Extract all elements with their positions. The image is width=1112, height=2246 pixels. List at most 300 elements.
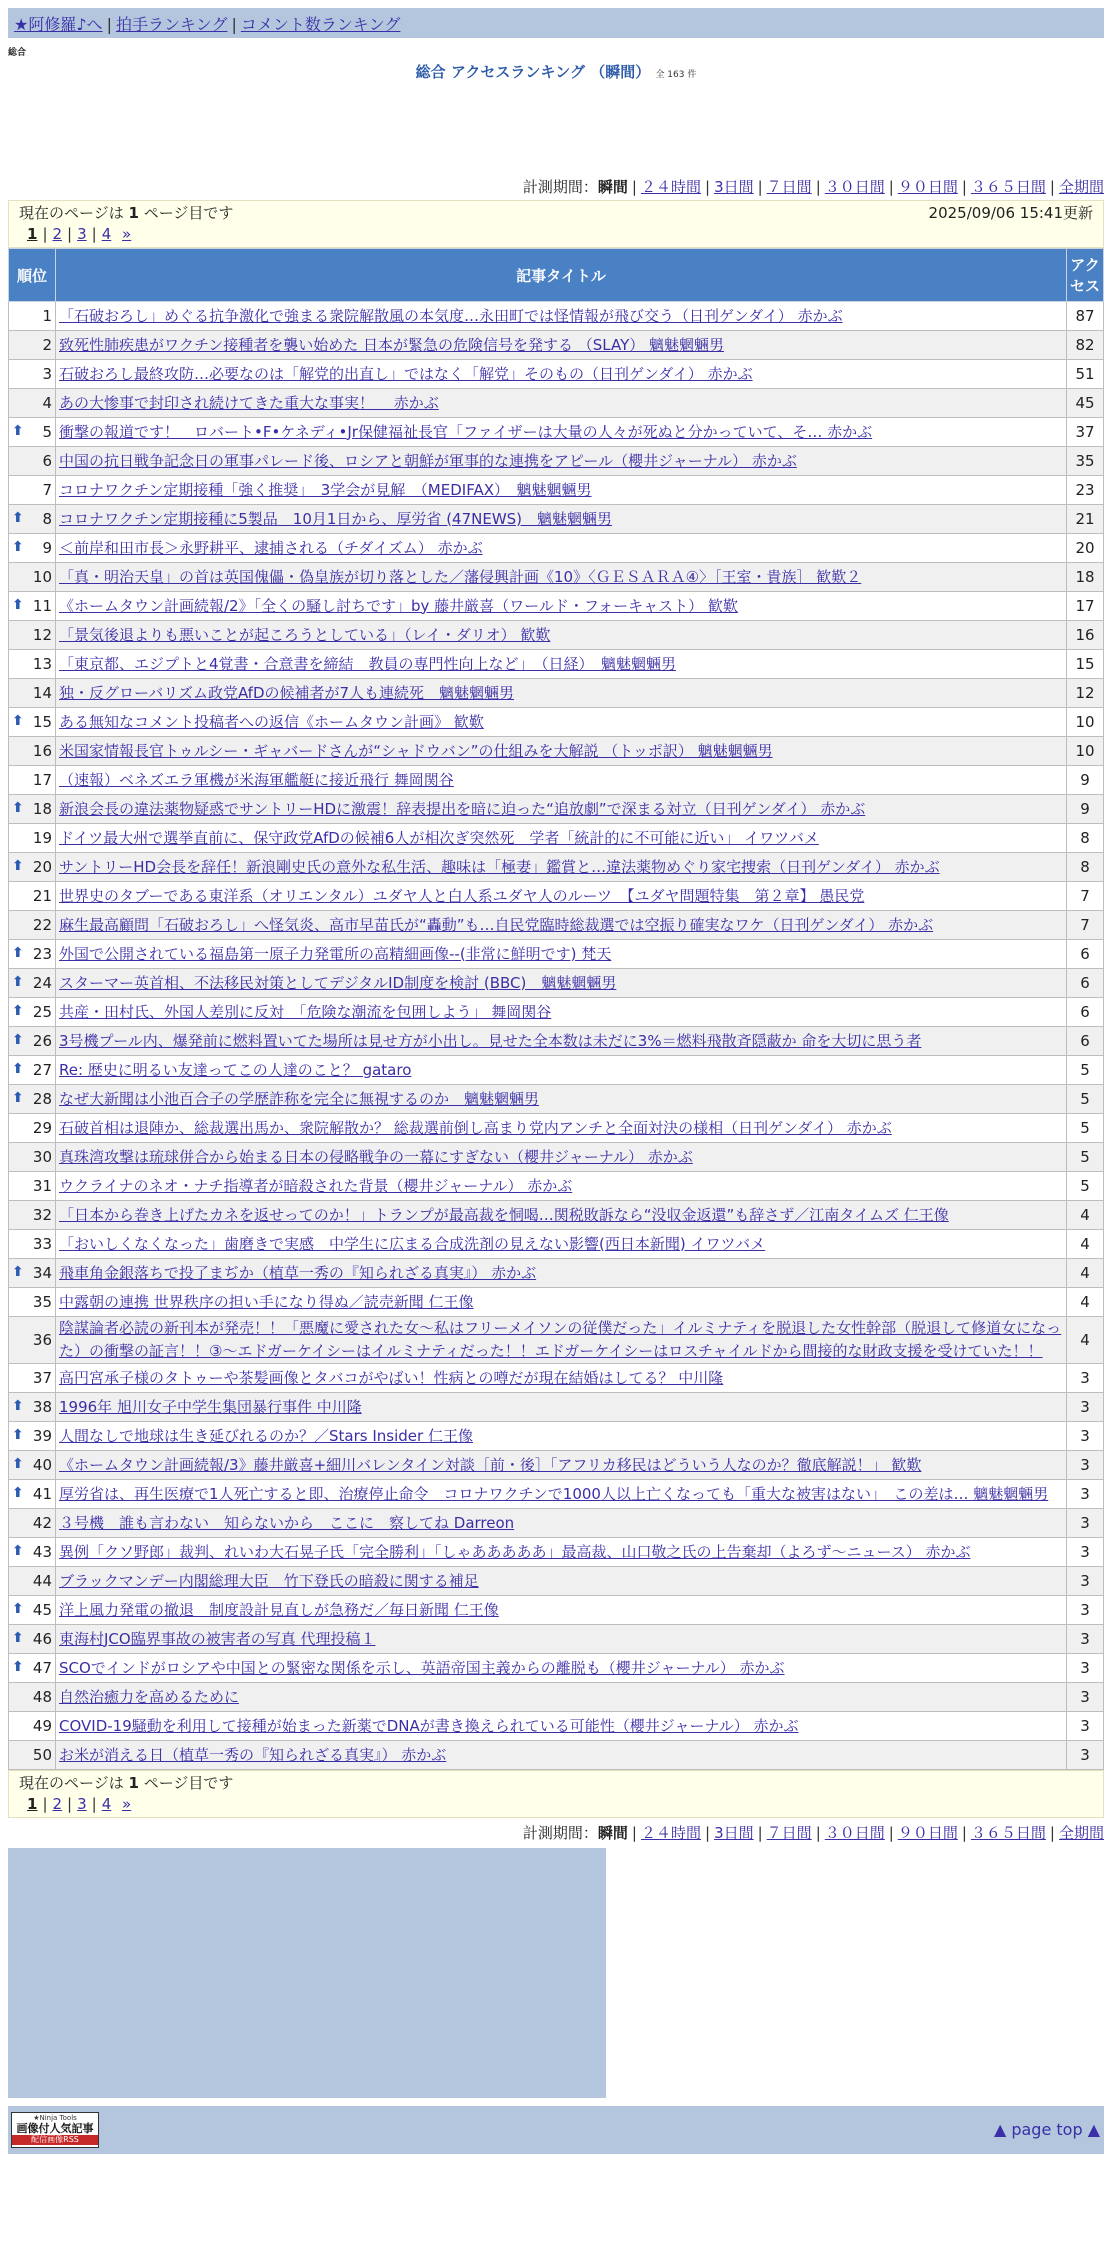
access-count: 16 <box>1067 621 1104 650</box>
rank-number: 34 <box>32 1264 52 1282</box>
period-link[interactable]: 3日間 <box>714 178 754 196</box>
rank-cell <box>9 650 56 679</box>
nav-separator: | <box>231 15 237 34</box>
col-access-header: アクセス <box>1067 249 1104 302</box>
table-row <box>9 650 1104 679</box>
rank-number: 33 <box>32 1235 52 1253</box>
table-row <box>9 1509 1104 1538</box>
access-count: 10 <box>1067 708 1104 737</box>
rank-number: 22 <box>32 916 52 934</box>
title-cell <box>56 1027 1067 1056</box>
access-count: 8 <box>1067 824 1104 853</box>
title-cell <box>56 998 1067 1027</box>
article-link[interactable]: 高円宮承子様のタトゥーや茶髪画像とタバコがやばい！性病との噂だが現在結婚はしてる？ 中川隆 <box>59 1368 724 1387</box>
access-count: 35 <box>1067 447 1104 476</box>
pagination-link[interactable]: 4 <box>101 1795 112 1813</box>
access-count: 21 <box>1067 505 1104 534</box>
article-link[interactable]: お米が消える日（植草一秀の『知られざる真実』） 赤かぶ <box>59 1745 447 1764</box>
table-row <box>9 1480 1104 1509</box>
table-row <box>9 1393 1104 1422</box>
access-count: 20 <box>1067 534 1104 563</box>
article-link[interactable]: ある無知なコメント投稿者への返信《ホームタウン計画》 歓歎 <box>59 712 484 731</box>
pagination-separator: | <box>91 225 97 243</box>
col-rank-header: 順位 <box>9 249 56 302</box>
access-count: 3 <box>1067 1509 1104 1538</box>
title-cell <box>56 1364 1067 1393</box>
table-row <box>9 1027 1104 1056</box>
access-count: 4 <box>1067 1317 1104 1364</box>
period-link[interactable]: ７日間 <box>766 178 812 196</box>
period-separator: | <box>815 1824 821 1842</box>
rank-cell <box>9 1741 56 1770</box>
rank-up-arrow-icon: ⬆ <box>12 1003 24 1019</box>
article-link[interactable]: 自然治癒力を高めるために <box>59 1687 240 1706</box>
table-row <box>9 1143 1104 1172</box>
article-link[interactable]: 《ホームタウン計画続報/2》「全くの騒し討ちです」by 藤井厳喜（ワールド・フォーキャスト） 歓歎 <box>59 596 738 615</box>
rank-cell <box>9 1085 56 1114</box>
period-link[interactable]: ３６５日間 <box>970 1824 1046 1842</box>
access-count: 6 <box>1067 969 1104 998</box>
table-row <box>9 882 1104 911</box>
table-row <box>9 911 1104 940</box>
rank-cell <box>9 1480 56 1509</box>
rank-up-arrow-icon: ⬆ <box>12 1543 24 1559</box>
title-cell <box>56 737 1067 766</box>
rank-up-arrow-icon: ⬆ <box>12 1427 24 1443</box>
pagination-current: 1 <box>27 1795 38 1813</box>
period-separator: | <box>631 178 637 196</box>
period-separator: | <box>705 178 711 196</box>
article-link[interactable]: ウクライナのネオ・ナチ指導者が暗殺された背景（櫻井ジャーナル） 赤かぶ <box>59 1176 573 1195</box>
access-count: 10 <box>1067 737 1104 766</box>
rank-number: 40 <box>32 1456 52 1474</box>
rank-number: 50 <box>32 1746 52 1764</box>
rank-up-arrow-icon: ⬆ <box>12 1032 24 1048</box>
rank-number: 5 <box>42 423 52 441</box>
period-separator: | <box>888 1824 894 1842</box>
rank-number: 39 <box>32 1427 52 1445</box>
current-page-number: 1 <box>128 1774 139 1792</box>
access-count: 4 <box>1067 1259 1104 1288</box>
table-row <box>9 1654 1104 1683</box>
table-row <box>9 563 1104 592</box>
title-cell <box>56 331 1067 360</box>
article-link[interactable]: コロナワクチン定期接種に5製品 10月1日から、厚労省 (47NEWS) 魑魅魍魎男 <box>59 509 613 528</box>
access-count: 9 <box>1067 795 1104 824</box>
pagination-current: 1 <box>27 225 38 243</box>
article-link[interactable]: 共産・田村氏、外国人差別に反対 「危険な潮流を包囲しよう」 舞岡関谷 <box>59 1002 552 1021</box>
rank-cell <box>9 1288 56 1317</box>
article-link[interactable]: 1996年 旭川女子中学生集団暴行事件 中川隆 <box>59 1397 362 1416</box>
rank-cell <box>9 1172 56 1201</box>
title-cell <box>56 621 1067 650</box>
title-cell <box>56 447 1067 476</box>
rank-cell <box>9 1393 56 1422</box>
pagination-link[interactable]: 2 <box>52 1795 63 1813</box>
rank-number: 19 <box>32 829 52 847</box>
rank-number: 16 <box>32 742 52 760</box>
access-count: 3 <box>1067 1741 1104 1770</box>
period-separator: | <box>888 178 894 196</box>
period-separator: | <box>1049 178 1055 196</box>
table-row <box>9 1056 1104 1085</box>
category-label: 総合 <box>8 48 27 58</box>
rank-number: 46 <box>32 1630 52 1648</box>
article-link[interactable]: 致死性肺疾患がワクチン接種者を襲い始めた 日本が緊急の危険信号を発する （SLAY） 魑魅魍魎男 <box>59 335 725 354</box>
rank-cell <box>9 737 56 766</box>
rank-cell <box>9 563 56 592</box>
access-count: 3 <box>1067 1393 1104 1422</box>
rank-cell <box>9 1654 56 1683</box>
rank-number: 32 <box>32 1206 52 1224</box>
rank-number: 10 <box>32 568 52 586</box>
period-link[interactable]: ３０日間 <box>824 1824 885 1842</box>
title-cell <box>56 1114 1067 1143</box>
rank-number: 27 <box>32 1061 52 1079</box>
access-count: 3 <box>1067 1567 1104 1596</box>
title-cell <box>56 360 1067 389</box>
title-cell <box>56 940 1067 969</box>
rank-up-arrow-icon: ⬆ <box>12 423 24 439</box>
rank-number: 18 <box>32 800 52 818</box>
table-row <box>9 679 1104 708</box>
period-link[interactable]: ３０日間 <box>824 178 885 196</box>
rank-cell <box>9 1143 56 1172</box>
rank-number: 42 <box>32 1514 52 1532</box>
article-link[interactable]: 異例「クソ野郎」裁判、れいわ大石晃子氏「完全勝利」「しゃあああああ」最高裁、山口敬之氏の上告棄却（よろず～ニュース） 赤かぶ <box>59 1542 971 1561</box>
table-row <box>9 1625 1104 1654</box>
article-link[interactable]: 陰謀論者必読の新刊本が発売！！「悪魔に愛された女～私はフリーメイソンの従僕だった」イルミナティを脱退した女性幹部（脱退して修道女になった）の衝撃の証言！！③～エドガーケイシーはイルミナティだった！！エドガーケイシーはロスチャイルドから間接的な財政支援を受けていた！！ <box>59 1319 1062 1360</box>
period-link[interactable]: 全期間 <box>1058 1824 1104 1842</box>
page-title <box>0 61 1112 82</box>
period-separator: | <box>961 178 967 196</box>
rank-cell <box>9 998 56 1027</box>
access-count: 3 <box>1067 1480 1104 1509</box>
page-title-text: 総合 アクセスランキング （瞬間） <box>415 63 651 81</box>
current-page-text <box>19 203 233 223</box>
access-count: 6 <box>1067 1027 1104 1056</box>
current-page-prefix: 現在のページは <box>19 1774 124 1792</box>
access-count: 3 <box>1067 1364 1104 1393</box>
rank-number: 41 <box>32 1485 52 1503</box>
rank-cell <box>9 1364 56 1393</box>
col-title-header: 記事タイトル <box>56 249 1067 302</box>
table-row <box>9 1364 1104 1393</box>
rank-number: 21 <box>32 887 52 905</box>
article-link[interactable]: ＜前岸和田市長＞永野耕平、逮捕される（チダイズム） 赤かぶ <box>59 538 483 557</box>
article-link[interactable]: 中国の抗日戦争記念日の軍事パレード後、ロシアと朝鮮が軍事的な連携をアピール（櫻井ジャーナル） 赤かぶ <box>59 451 797 470</box>
rank-cell <box>9 1201 56 1230</box>
access-count: 82 <box>1067 331 1104 360</box>
article-link[interactable]: 石破首相は退陣か、総裁選出馬か、衆院解散か？ 総裁選前倒し高まり党内アンチと全面対決の様相（日刊ゲンダイ） 赤かぶ <box>59 1118 892 1137</box>
access-count: 51 <box>1067 360 1104 389</box>
title-cell <box>56 1259 1067 1288</box>
rank-cell <box>9 389 56 418</box>
ranking-table <box>8 248 1104 1770</box>
table-header-row <box>9 249 1104 302</box>
rank-up-arrow-icon: ⬆ <box>12 1485 24 1501</box>
access-count: 87 <box>1067 302 1104 331</box>
table-row <box>9 998 1104 1027</box>
rank-number: 9 <box>42 539 52 557</box>
rank-cell <box>9 360 56 389</box>
article-link[interactable]: 3号機プール内、爆発前に燃料置いてた場所は見せ方が小出し。見せた全本数は未だに3%＝燃料飛散斉隠蔽か 命を大切に思う者 <box>59 1031 922 1050</box>
rank-up-arrow-icon: ⬆ <box>12 858 24 874</box>
article-link[interactable]: 飛車角金銀落ちで投了まぢか（植草一秀の『知られざる真実』） 赤かぶ <box>59 1263 537 1282</box>
article-link[interactable]: 独・反グローバリズム政党AfDの候補者が7人も連続死 魑魅魍魎男 <box>59 683 515 702</box>
table-row <box>9 737 1104 766</box>
rank-number: 14 <box>32 684 52 702</box>
table-row <box>9 1288 1104 1317</box>
table-row <box>9 795 1104 824</box>
access-count: 5 <box>1067 1085 1104 1114</box>
top-nav-bar <box>8 8 1104 38</box>
title-cell <box>56 766 1067 795</box>
rank-cell <box>9 1538 56 1567</box>
pagination-separator: | <box>67 225 73 243</box>
title-cell <box>56 1422 1067 1451</box>
article-link[interactable]: 「おいしくなくなった」歯磨きで実感 中学生に広まる合成洗剤の見えない影響(西日本新聞) イワツバメ <box>59 1234 766 1253</box>
article-link[interactable]: コロナワクチン定期接種「強く推奨」 3学会が見解 （MEDIFAX） 魑魅魍魎男 <box>59 480 592 499</box>
article-link[interactable]: Re: 歴史に明るい友達ってこの人達のこと？ gataro <box>59 1060 412 1079</box>
article-link[interactable]: 麻生最高顧問「石破おろし」へ怪気炎、高市早苗氏が“轟動”も…自民党臨時総裁選では空振り確実なワケ（日刊ゲンダイ） 赤かぶ <box>59 915 934 934</box>
title-cell <box>56 1230 1067 1259</box>
period-current: 瞬間 <box>597 1824 628 1842</box>
access-count: 3 <box>1067 1683 1104 1712</box>
period-separator: | <box>1049 1824 1055 1842</box>
table-row <box>9 592 1104 621</box>
rank-number: 17 <box>32 771 52 789</box>
period-link[interactable]: ２４時間 <box>640 1824 701 1842</box>
article-link[interactable]: （速報）ベネズエラ軍機が米海軍艦艇に接近飛行 舞岡関谷 <box>59 770 454 789</box>
article-link[interactable]: 洋上風力発電の撤退 制度設計見直しが急務だ／毎日新聞 仁王像 <box>59 1600 499 1619</box>
article-link[interactable]: スターマー英首相、不法移民対策としてデジタルID制度を検討 (BBC) 魑魅魍魎男 <box>59 973 617 992</box>
article-link[interactable]: サントリーHD会長を辞任！新浪剛史氏の意外な私生活、趣味は「極妻」鑑賞と…違法薬物めぐり家宅捜索（日刊ゲンダイ） 赤かぶ <box>59 857 940 876</box>
title-cell <box>56 302 1067 331</box>
period-separator: | <box>705 1824 711 1842</box>
rank-up-arrow-icon: ⬆ <box>12 597 24 613</box>
rank-cell <box>9 853 56 882</box>
period-separator: | <box>757 1824 763 1842</box>
title-cell <box>56 418 1067 447</box>
rank-cell <box>9 534 56 563</box>
rank-number: 4 <box>42 394 52 412</box>
ninja-tools-logo[interactable] <box>11 2112 99 2148</box>
rank-cell <box>9 911 56 940</box>
access-count: 37 <box>1067 418 1104 447</box>
rank-number: 3 <box>42 365 52 383</box>
rank-number: 12 <box>32 626 52 644</box>
article-link[interactable]: 「日本から巻き上げたカネを返せってのか！」トランプが最高裁を恫喝…関税敗訴なら“没収金返還”も辞さず／江南タイムズ 仁王像 <box>59 1205 949 1224</box>
title-cell <box>56 389 1067 418</box>
rank-cell <box>9 679 56 708</box>
rank-up-arrow-icon: ⬆ <box>12 539 24 555</box>
article-link[interactable]: 中露朝の連携 世界秩序の担い手になり得ぬ／読売新聞 仁王像 <box>59 1292 474 1311</box>
table-row <box>9 1451 1104 1480</box>
pagination-link[interactable]: 3 <box>77 225 87 243</box>
period-link[interactable]: ９０日間 <box>897 178 958 196</box>
table-row <box>9 1567 1104 1596</box>
table-row <box>9 418 1104 447</box>
period-link[interactable]: ３６５日間 <box>970 178 1046 196</box>
logo-line1: ★Ninja Tools <box>33 2114 77 2122</box>
rank-up-arrow-icon: ⬆ <box>12 800 24 816</box>
rank-number: 43 <box>32 1543 52 1561</box>
article-link[interactable]: SCOでインドがロシアや中国との緊密な関係を示し、英語帝国主義からの離脱も（櫻井ジャーナル） 赤かぶ <box>59 1658 785 1677</box>
table-row <box>9 447 1104 476</box>
pagination-link[interactable]: 2 <box>52 225 63 243</box>
access-count: 7 <box>1067 882 1104 911</box>
article-link[interactable]: 「景気後退よりも悪いことが起ころうとしている」（レイ・ダリオ） 歓歎 <box>59 625 551 644</box>
title-cell <box>56 1538 1067 1567</box>
article-link[interactable]: 「東京都、エジプトと4覚書・合意書を締結 教員の専門性向上など」 （日経） 魑魅魍魎男 <box>59 654 677 673</box>
updated-timestamp: 2025/09/06 15:41更新 <box>928 204 1093 222</box>
rank-cell <box>9 447 56 476</box>
article-link[interactable]: 「真・明治天皇」の首は英国傀儡・偽皇族が切り落とした／藩侵興計画《10》〈ＧＥＳＡＲＡ④〉［王室・貴族］ 歓歎２ <box>59 567 862 586</box>
article-link[interactable]: 厚労省は、再生医療で1人死亡すると即、治療停止命令 コロナワクチンで1000人以上亡くなっても「重大な被害はない」 この差は… 魑魅魍魎男 <box>59 1484 1049 1503</box>
clap-ranking-link[interactable]: 拍手ランキング <box>115 15 228 34</box>
access-count: 3 <box>1067 1654 1104 1683</box>
period-link[interactable]: 3日間 <box>714 1824 754 1842</box>
period-link[interactable]: ９０日間 <box>897 1824 958 1842</box>
rank-number: 29 <box>32 1119 52 1137</box>
access-count: 3 <box>1067 1422 1104 1451</box>
article-link[interactable]: 衝撃の報道です！ ロバート•F•ケネディ•Jr保健福祉長官「ファイザーは大量の人々が死ぬと分かっていて、そ… 赤かぶ <box>59 422 873 441</box>
table-row <box>9 1741 1104 1770</box>
rank-cell <box>9 1625 56 1654</box>
access-count: 9 <box>1067 766 1104 795</box>
period-label: 計測期間： <box>522 1824 598 1842</box>
pagination-next[interactable]: » <box>122 225 132 243</box>
rank-up-arrow-icon: ⬆ <box>12 1398 24 1414</box>
ad-placeholder <box>8 1848 606 2098</box>
table-row <box>9 766 1104 795</box>
article-link[interactable]: 「石破おろし」めぐる抗争激化で強まる衆院解散風の本気度…永田町では怪情報が飛び交う（日刊ゲンダイ） 赤かぶ <box>59 306 843 325</box>
rank-number: 45 <box>32 1601 52 1619</box>
rank-number: 25 <box>32 1003 52 1021</box>
article-link[interactable]: 東海村JCO臨界事故の被害者の写真 代理投稿１ <box>59 1629 376 1648</box>
rank-number: 28 <box>32 1090 52 1108</box>
access-count: 6 <box>1067 998 1104 1027</box>
rank-number: 48 <box>32 1688 52 1706</box>
pagination-separator: | <box>91 1795 97 1813</box>
article-link[interactable]: 人間なしで地球は生き延びれるのか？／Stars Insider 仁王像 <box>59 1426 473 1445</box>
access-count: 4 <box>1067 1201 1104 1230</box>
title-cell <box>56 708 1067 737</box>
title-cell <box>56 1480 1067 1509</box>
article-link[interactable]: 真珠湾攻撃は琉球併合から始まる日本の侵略戦争の一幕にすぎない（櫻井ジャーナル） 赤かぶ <box>59 1147 693 1166</box>
rank-cell <box>9 708 56 737</box>
access-count: 3 <box>1067 1625 1104 1654</box>
pagination-link[interactable]: 4 <box>101 225 112 243</box>
rank-up-arrow-icon: ⬆ <box>12 510 24 526</box>
article-link[interactable]: 石破おろし最終攻防…必要なのは「解党的出直し」ではなく「解党」そのもの（日刊ゲンダイ） 赤かぶ <box>59 364 753 383</box>
period-label: 計測期間： <box>522 178 598 196</box>
rank-number: 30 <box>32 1148 52 1166</box>
title-cell <box>56 679 1067 708</box>
period-link[interactable]: ２４時間 <box>640 178 701 196</box>
rank-number: 20 <box>32 858 52 876</box>
table-row <box>9 389 1104 418</box>
table-row <box>9 940 1104 969</box>
pagination <box>19 223 1093 245</box>
rank-cell <box>9 621 56 650</box>
access-count: 6 <box>1067 940 1104 969</box>
page-top-link[interactable]: ▲ page top ▲ <box>993 2120 1100 2139</box>
current-page-suffix: ページ目です <box>143 1774 234 1792</box>
title-cell <box>56 1143 1067 1172</box>
rank-number: 24 <box>32 974 52 992</box>
pagination-next[interactable]: » <box>122 1795 132 1813</box>
table-row <box>9 853 1104 882</box>
period-link[interactable]: ７日間 <box>766 1824 812 1842</box>
pagination-link[interactable]: 3 <box>77 1795 87 1813</box>
rank-up-arrow-icon: ⬆ <box>12 1061 24 1077</box>
article-link[interactable]: ３号機 誰も言わない 知らないから ここに 察してね Darreon <box>59 1513 515 1532</box>
rank-cell <box>9 940 56 969</box>
access-count: 3 <box>1067 1538 1104 1567</box>
article-link[interactable]: 外国で公開されている福島第一原子力発電所の高精細画像--(非常に鮮明です) 梵天 <box>59 944 612 963</box>
period-separator: | <box>961 1824 967 1842</box>
article-link[interactable]: 新浪会長の違法薬物疑惑でサントリーHDに激震！辞表提出を暗に迫った“追放劇”で深まる対立（日刊ゲンダイ） 赤かぶ <box>59 799 866 818</box>
title-cell <box>56 1085 1067 1114</box>
access-count: 5 <box>1067 1056 1104 1085</box>
access-count: 12 <box>1067 679 1104 708</box>
period-separator: | <box>757 178 763 196</box>
article-link[interactable]: あの大惨事で封印され続けてきた重大な事実！ 赤かぶ <box>59 393 439 412</box>
article-link[interactable]: なぜ大新聞は小池百合子の学歴詐称を完全に無視するのか 魑魅魍魎男 <box>59 1089 540 1108</box>
article-link[interactable]: ブラックマンデー内閣総理大臣 竹下登氏の暗殺に関する補足 <box>59 1571 479 1590</box>
rank-number: 36 <box>32 1331 52 1349</box>
logo-line3: 配信画像RSS <box>12 2135 98 2145</box>
table-row <box>9 1201 1104 1230</box>
article-link[interactable]: COVID-19騒動を利用して接種が始まった新薬でDNAが書き換えられている可能性（櫻井ジャーナル） 赤かぶ <box>59 1716 799 1735</box>
page-info-top <box>8 200 1104 248</box>
rank-number: 6 <box>42 452 52 470</box>
comment-ranking-link[interactable]: コメント数ランキング <box>240 15 401 34</box>
access-count: 7 <box>1067 911 1104 940</box>
rank-cell <box>9 505 56 534</box>
article-link[interactable]: ドイツ最大州で選挙直前に、保守政党AfDの候補6人が相次ぎ突然死 学者「統計的に不可能に近い」 イワツバメ <box>59 828 819 847</box>
title-cell <box>56 795 1067 824</box>
rank-cell <box>9 1567 56 1596</box>
rank-cell <box>9 1712 56 1741</box>
home-link[interactable]: ★阿修羅♪へ <box>14 15 103 34</box>
rank-cell <box>9 476 56 505</box>
table-row <box>9 621 1104 650</box>
access-count: 15 <box>1067 650 1104 679</box>
title-cell <box>56 824 1067 853</box>
rank-cell <box>9 1056 56 1085</box>
current-page-prefix: 現在のページは <box>19 204 124 222</box>
rank-cell <box>9 882 56 911</box>
period-link[interactable]: 全期間 <box>1058 178 1104 196</box>
article-link[interactable]: 米国家情報長官トゥルシー・ギャバードさんが“シャドウバン”の仕組みを大解説 （トッポ訳） 魑魅魍魎男 <box>59 741 773 760</box>
access-count: 4 <box>1067 1288 1104 1317</box>
access-count: 3 <box>1067 1596 1104 1625</box>
title-cell <box>56 853 1067 882</box>
rank-number: 15 <box>32 713 52 731</box>
total-count: 全 163 件 <box>655 70 697 80</box>
title-cell <box>56 882 1067 911</box>
table-row <box>9 1683 1104 1712</box>
title-cell <box>56 1596 1067 1625</box>
title-cell <box>56 650 1067 679</box>
access-count: 5 <box>1067 1172 1104 1201</box>
rank-number: 37 <box>32 1369 52 1387</box>
article-link[interactable]: 《ホームタウン計画続報/3》藤井厳喜+細川バレンタイン対談［前・後］「アフリカ移民はどういう人なのか？徹底解説！」 歓歎 <box>59 1455 922 1474</box>
article-link[interactable]: 世界史のタブーである東洋系（オリエンタル）ユダヤ人と白人系ユダヤ人のルーツ 【ユダヤ問題特集 第２章】 愚民党 <box>59 886 865 905</box>
